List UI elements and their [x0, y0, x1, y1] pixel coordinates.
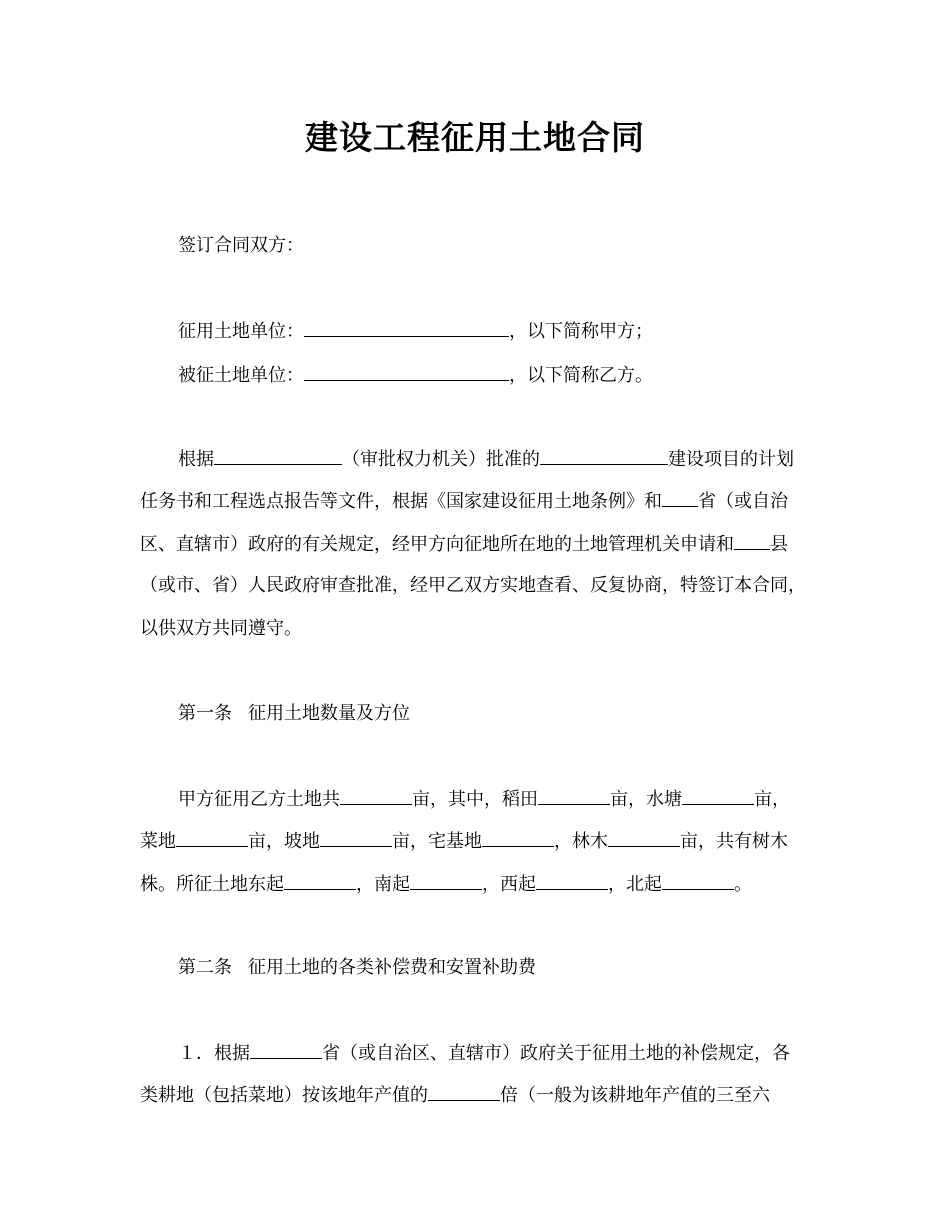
preamble-text: 县	[770, 534, 788, 555]
article-2-text: 倍（一般为该耕地年产值的三至六	[500, 1085, 770, 1106]
authority-blank[interactable]	[214, 446, 342, 465]
article-1-title: 征用土地数量及方位	[248, 703, 410, 724]
party-b-blank[interactable]	[304, 362, 509, 381]
party-a-suffix: ，以下简称甲方；	[509, 321, 653, 342]
preamble-line-4: （或市、省）人民政府审查批准，经甲乙双方实地查看、反复协商，特签订本合同，	[140, 575, 806, 596]
article-1-text: 亩，共有树木	[680, 831, 788, 852]
article-1-text: 。	[734, 874, 752, 895]
east-blank[interactable]	[284, 871, 356, 890]
party-a-line	[178, 318, 653, 344]
province-blank[interactable]	[662, 488, 698, 507]
preamble-line-5: 以供双方共同遵守。	[140, 618, 302, 639]
article-1-number: 第一条	[178, 703, 232, 724]
article-1-text: 亩，宅基地	[392, 831, 482, 852]
article-2-heading	[178, 956, 536, 980]
north-blank[interactable]	[662, 871, 734, 890]
south-blank[interactable]	[410, 871, 482, 890]
article-1-text: 亩，水塘	[610, 789, 682, 810]
article-1-text: 株。所征土地东起	[140, 874, 284, 895]
article-1-line-2	[140, 828, 788, 854]
document-title: 建设工程征用土地合同	[305, 118, 645, 157]
intro-line: 签订合同双方：	[178, 235, 304, 256]
article-2-title: 征用土地的各类补偿费和安置补助费	[248, 957, 536, 978]
paddy-blank[interactable]	[538, 786, 610, 805]
homestead-blank[interactable]	[482, 828, 554, 847]
compensation-province-blank[interactable]	[250, 1040, 322, 1059]
party-a-blank[interactable]	[304, 318, 509, 337]
party-b-line	[178, 362, 653, 388]
article-1-line-1	[178, 786, 790, 812]
preamble-text: 根据	[178, 449, 214, 470]
article-2-line-1	[178, 1040, 790, 1066]
preamble-text: 省（或自治	[698, 491, 788, 512]
article-1-text: 菜地	[140, 831, 176, 852]
project-blank[interactable]	[540, 446, 668, 465]
party-a-label: 征用土地单位：	[178, 321, 304, 342]
preamble-text: 区、直辖市）政府的有关规定，经甲方向征地所在地的土地管理机关申请和	[140, 534, 734, 555]
preamble-text: 任务书和工程选点报告等文件，根据《国家建设征用土地条例》和	[140, 491, 662, 512]
multiplier-blank[interactable]	[428, 1082, 500, 1101]
forest-blank[interactable]	[608, 828, 680, 847]
total-mu-blank[interactable]	[340, 786, 412, 805]
article-2-text: １．根据	[178, 1043, 250, 1064]
preamble-line-1	[178, 446, 794, 472]
pond-blank[interactable]	[682, 786, 754, 805]
party-b-label: 被征土地单位：	[178, 365, 304, 386]
west-blank[interactable]	[536, 871, 608, 890]
article-1-line-3	[140, 871, 752, 897]
preamble-text: （审批权力机关）批准的	[342, 449, 540, 470]
article-1-text: ，西起	[482, 874, 536, 895]
preamble-text: 建设项目的计划	[668, 449, 794, 470]
article-1-heading	[178, 702, 410, 726]
article-2-text: 类耕地（包括菜地）按该地年产值的	[140, 1085, 428, 1106]
article-1-text: ，北起	[608, 874, 662, 895]
preamble-line-3	[140, 531, 788, 557]
article-2-line-2	[140, 1082, 770, 1108]
article-1-text: ，林木	[554, 831, 608, 852]
article-2-number: 第二条	[178, 957, 232, 978]
article-1-text: 亩，其中，稻田	[412, 789, 538, 810]
article-1-text: 甲方征用乙方土地共	[178, 789, 340, 810]
party-b-suffix: ，以下简称乙方。	[509, 365, 653, 386]
slope-blank[interactable]	[320, 828, 392, 847]
article-1-text: 亩，坡地	[248, 831, 320, 852]
article-1-text: 亩，	[754, 789, 790, 810]
article-2-text: 省（或自治区、直辖市）政府关于征用土地的补偿规定，各	[322, 1043, 790, 1064]
preamble-line-2	[140, 488, 788, 514]
county-blank[interactable]	[734, 531, 770, 550]
vegetable-blank[interactable]	[176, 828, 248, 847]
article-1-text: ，南起	[356, 874, 410, 895]
